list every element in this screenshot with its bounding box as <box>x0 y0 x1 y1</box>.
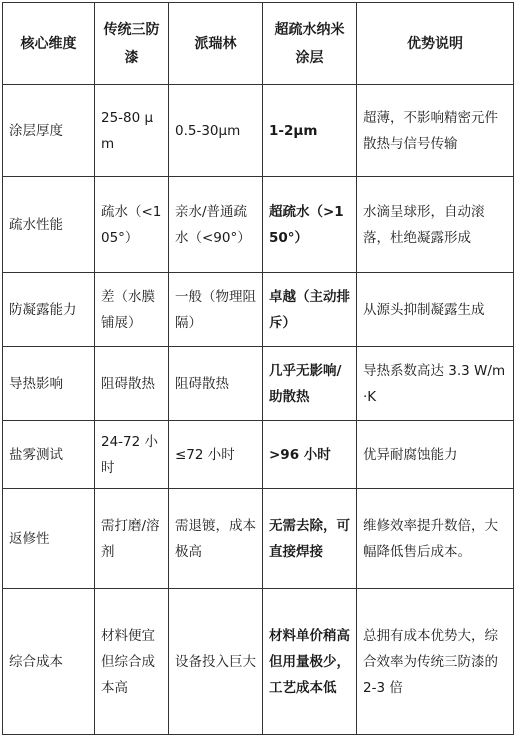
table-cell: 阻碍散热 <box>95 347 169 421</box>
table-cell: 设备投入巨大 <box>169 589 263 735</box>
table-row <box>3 177 514 273</box>
table-cell: 从源头抑制凝露生成 <box>357 273 514 347</box>
row-label: 综合成本 <box>3 589 95 735</box>
header-row <box>3 3 514 85</box>
table-cell: 差（水膜铺展） <box>95 273 169 347</box>
comparison-table <box>2 2 514 735</box>
table-cell-highlight: 材料单价稍高但用量极少，工艺成本低 <box>263 589 357 735</box>
table-row <box>3 589 514 735</box>
table-cell: 总拥有成本优势大，综合效率为传统三防漆的 2-3 倍 <box>357 589 514 735</box>
table-cell: 0.5-30μm <box>169 85 263 177</box>
table-cell-highlight: >96 小时 <box>263 421 357 489</box>
row-label: 导热影响 <box>3 347 95 421</box>
row-label: 盐雾测试 <box>3 421 95 489</box>
table-cell: 维修效率提升数倍，大幅降低售后成本。 <box>357 489 514 589</box>
table-row <box>3 85 514 177</box>
table-cell-highlight: 1-2μm <box>263 85 357 177</box>
table-cell: 25-80 μm <box>95 85 169 177</box>
table-cell: 材料便宜但综合成本高 <box>95 589 169 735</box>
table-row <box>3 489 514 589</box>
table-row <box>3 347 514 421</box>
header-superhydrophobic-coating: 超疏水纳米涂层 <box>263 3 357 85</box>
table-cell: 24-72 小时 <box>95 421 169 489</box>
table-cell: 一般（物理阻隔） <box>169 273 263 347</box>
table-row <box>3 421 514 489</box>
table-cell: 超薄，不影响精密元件散热与信号传输 <box>357 85 514 177</box>
table-cell: 需打磨/溶剂 <box>95 489 169 589</box>
table-cell: ≤72 小时 <box>169 421 263 489</box>
header-traditional-coating: 传统三防漆 <box>95 3 169 85</box>
table-cell-highlight: 几乎无影响/助散热 <box>263 347 357 421</box>
row-label: 涂层厚度 <box>3 85 95 177</box>
header-advantage: 优势说明 <box>357 3 514 85</box>
table-cell: 疏水（<105°） <box>95 177 169 273</box>
table-cell: 阻碍散热 <box>169 347 263 421</box>
table-cell: 需退镀，成本极高 <box>169 489 263 589</box>
table-cell: 水滴呈球形，自动滚落，杜绝凝露形成 <box>357 177 514 273</box>
row-label: 疏水性能 <box>3 177 95 273</box>
table-cell: 亲水/普通疏水（<90°） <box>169 177 263 273</box>
table-cell: 导热系数高达 3.3 W/m·K <box>357 347 514 421</box>
row-label: 防凝露能力 <box>3 273 95 347</box>
table-cell-highlight: 超疏水（>150°） <box>263 177 357 273</box>
table-cell-highlight: 无需去除，可直接焊接 <box>263 489 357 589</box>
table-cell: 优异耐腐蚀能力 <box>357 421 514 489</box>
table-cell-highlight: 卓越（主动排斥） <box>263 273 357 347</box>
row-label: 返修性 <box>3 489 95 589</box>
table-row <box>3 273 514 347</box>
header-dimension: 核心维度 <box>3 3 95 85</box>
header-parylene: 派瑞林 <box>169 3 263 85</box>
